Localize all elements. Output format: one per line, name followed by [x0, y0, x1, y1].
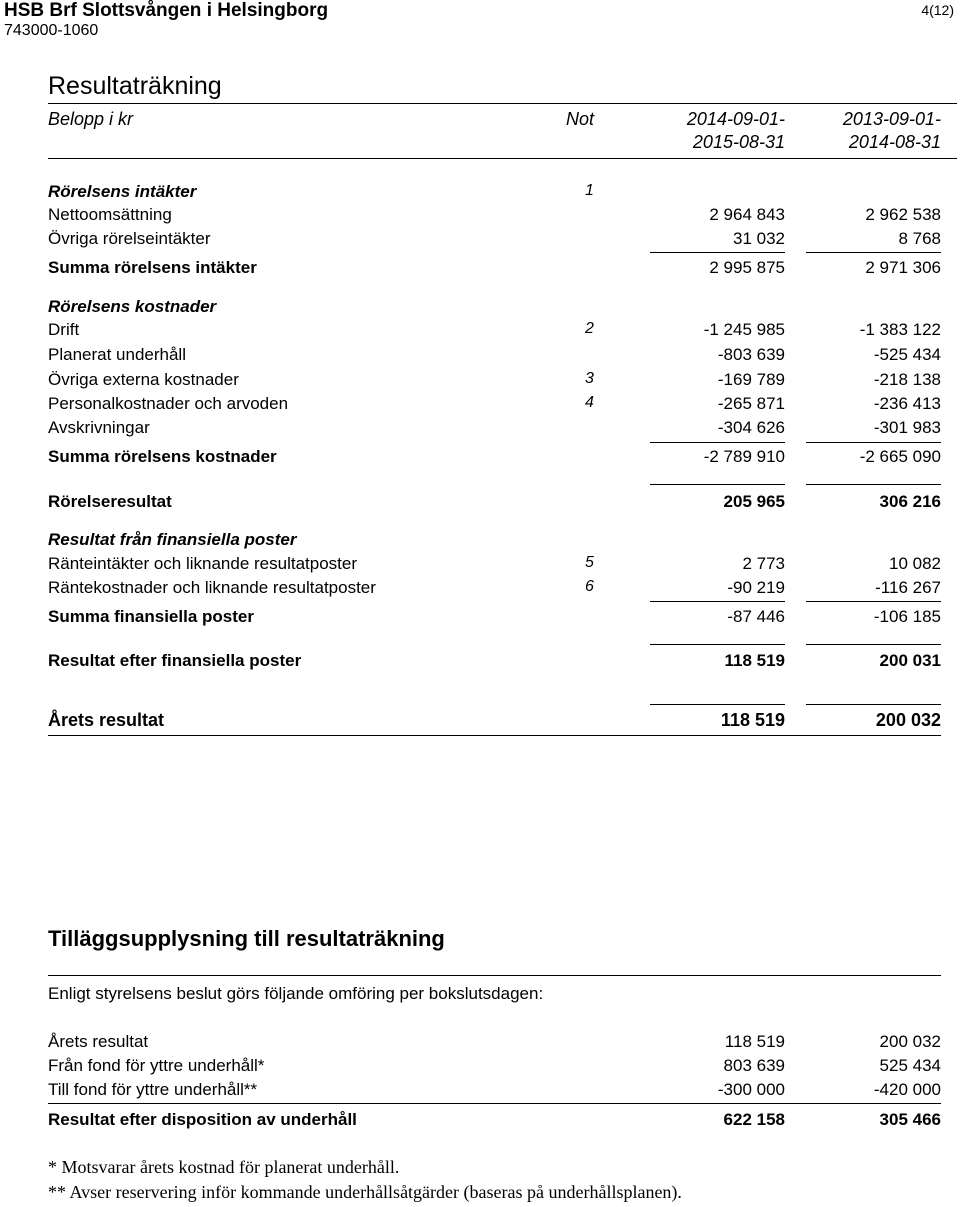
subtotal-rule: [806, 601, 941, 602]
organization-number: 743000-1060: [4, 22, 99, 39]
column-header-note: Not: [566, 109, 595, 129]
column-header-prior-period-end: 2014-08-31: [848, 132, 941, 152]
footnote: ** Avser reservering inför kommande underhållsåtgärder (baseras på underhållsplanen).: [48, 1182, 682, 1202]
row-prior-value: 200 031: [879, 651, 941, 670]
statement-row: [0, 205, 960, 227]
row-prior-value: 2 971 306: [865, 258, 941, 277]
row-label: Räntekostnader och liknande resultatposter: [48, 578, 376, 597]
row-current-value: 803 639: [723, 1056, 785, 1075]
row-prior-value: -301 983: [873, 418, 941, 437]
organization-name: HSB Brf Slottsvången i Helsingborg: [4, 0, 329, 21]
row-current-value: 205 965: [723, 492, 785, 511]
statement-row: [0, 554, 960, 576]
row-prior-value: -2 665 090: [859, 447, 941, 466]
row-label: Rörelseresultat: [48, 492, 172, 511]
column-header-current-period-end: 2015-08-31: [692, 132, 785, 152]
row-current-value: -265 871: [717, 394, 785, 413]
row-note: 2: [585, 320, 594, 337]
row-prior-value: -1 383 122: [859, 320, 941, 339]
row-prior-value: 305 466: [879, 1110, 941, 1129]
row-label: Resultat efter disposition av underhåll: [48, 1110, 357, 1129]
subtotal-rule: [650, 252, 785, 253]
result-rule: [48, 735, 941, 736]
column-header-amount: Belopp i kr: [48, 109, 134, 129]
footnote: * Motsvarar årets kostnad för planerat underhåll.: [48, 1157, 400, 1177]
row-label: Rörelsens kostnader: [48, 297, 217, 316]
row-current-value: -90 219: [727, 578, 785, 597]
statement-row: [0, 492, 960, 514]
row-label: Summa finansiella poster: [48, 607, 254, 626]
subtotal-rule: [650, 704, 785, 705]
row-note: 1: [585, 182, 594, 199]
header-rule: [48, 158, 957, 159]
supplement-row: [0, 1056, 960, 1078]
statement-row: [0, 320, 960, 342]
column-header-current-period-start: 2014-09-01-: [686, 109, 785, 129]
statement-row: [0, 530, 960, 552]
supplement-row: [0, 1032, 960, 1054]
row-prior-value: -525 434: [873, 345, 941, 364]
subtotal-rule: [806, 484, 941, 485]
row-current-value: 118 519: [720, 710, 785, 730]
row-note: 4: [585, 394, 594, 411]
subtotal-rule: [806, 704, 941, 705]
supplement-total-rule: [48, 1103, 941, 1104]
row-current-value: 31 032: [733, 229, 785, 248]
row-prior-value: 8 768: [898, 229, 941, 248]
row-prior-value: -116 267: [875, 578, 941, 597]
statement-title: Resultaträkning: [48, 72, 222, 100]
subtotal-rule: [806, 442, 941, 443]
statement-row: [0, 258, 960, 280]
row-label: Årets resultat: [48, 710, 165, 730]
row-prior-value: -106 185: [873, 607, 941, 626]
row-current-value: 118 519: [724, 1032, 785, 1051]
statement-row: [0, 229, 960, 251]
statement-row: [0, 394, 960, 416]
supplement-title: Tilläggsupplysning till resultaträkning: [48, 926, 445, 951]
row-prior-value: 525 434: [879, 1056, 941, 1075]
row-note: 5: [585, 554, 594, 571]
row-prior-value: -236 413: [873, 394, 941, 413]
subtotal-rule: [650, 442, 785, 443]
row-label: Övriga rörelseintäkter: [48, 229, 211, 248]
row-note: 3: [585, 370, 594, 387]
subtotal-rule: [806, 644, 941, 645]
row-current-value: 2 995 875: [709, 258, 785, 277]
row-label: Resultat från finansiella poster: [48, 530, 297, 549]
row-label: Drift: [48, 320, 80, 339]
row-label: Nettoomsättning: [48, 205, 172, 224]
row-current-value: -87 446: [727, 607, 785, 626]
statement-row: [0, 651, 960, 673]
row-prior-value: -218 138: [873, 370, 941, 389]
subtotal-rule: [650, 601, 785, 602]
row-current-value: 622 158: [723, 1110, 785, 1129]
row-prior-value: 200 032: [879, 1032, 941, 1051]
row-current-value: -300 000: [717, 1080, 785, 1099]
row-label: Övriga externa kostnader: [48, 370, 239, 389]
row-note: 6: [585, 578, 594, 595]
row-prior-value: 306 216: [879, 492, 941, 511]
supplement-title-rule: [48, 975, 941, 976]
row-prior-value: 2 962 538: [865, 205, 941, 224]
row-current-value: -803 639: [717, 345, 785, 364]
row-current-value: -169 789: [717, 370, 785, 389]
row-current-value: -2 789 910: [703, 447, 785, 466]
row-label: Årets resultat: [48, 1032, 149, 1051]
row-current-value: 2 773: [742, 554, 785, 573]
row-label: Summa rörelsens kostnader: [48, 447, 277, 466]
row-label: Från fond för yttre underhåll*: [48, 1056, 265, 1075]
statement-row: [0, 607, 960, 629]
row-prior-value: -420 000: [873, 1080, 941, 1099]
statement-row: [0, 297, 960, 319]
supplement-intro: Enligt styrelsens beslut görs följande omföring per bokslutsdagen:: [48, 984, 544, 1003]
page-number: 4(12): [921, 2, 954, 18]
statement-row: [0, 182, 960, 204]
row-prior-value: 10 082: [889, 554, 941, 573]
row-current-value: 118 519: [724, 651, 785, 670]
row-label: Planerat underhåll: [48, 345, 186, 364]
statement-row: [0, 578, 960, 600]
row-prior-value: 200 032: [875, 710, 941, 730]
row-label: Till fond för yttre underhåll**: [48, 1080, 258, 1099]
statement-row: [0, 710, 960, 732]
supplement-row: [0, 1110, 960, 1132]
row-label: Resultat efter finansiella poster: [48, 651, 302, 670]
statement-row: [0, 447, 960, 469]
row-current-value: -1 245 985: [703, 320, 785, 339]
subtotal-rule: [650, 644, 785, 645]
row-label: Personalkostnader och arvoden: [48, 394, 289, 413]
statement-row: [0, 345, 960, 367]
subtotal-rule: [806, 252, 941, 253]
row-label: Ränteintäkter och liknande resultatposter: [48, 554, 358, 573]
title-rule: [48, 103, 957, 104]
row-label: Summa rörelsens intäkter: [48, 258, 257, 277]
row-current-value: 2 964 843: [709, 205, 785, 224]
subtotal-rule: [650, 484, 785, 485]
statement-row: [0, 370, 960, 392]
statement-row: [0, 418, 960, 440]
row-label: Avskrivningar: [48, 418, 150, 437]
row-label: Rörelsens intäkter: [48, 182, 197, 201]
row-current-value: -304 626: [717, 418, 785, 437]
column-header-prior-period-start: 2013-09-01-: [842, 109, 941, 129]
supplement-row: [0, 1080, 960, 1102]
